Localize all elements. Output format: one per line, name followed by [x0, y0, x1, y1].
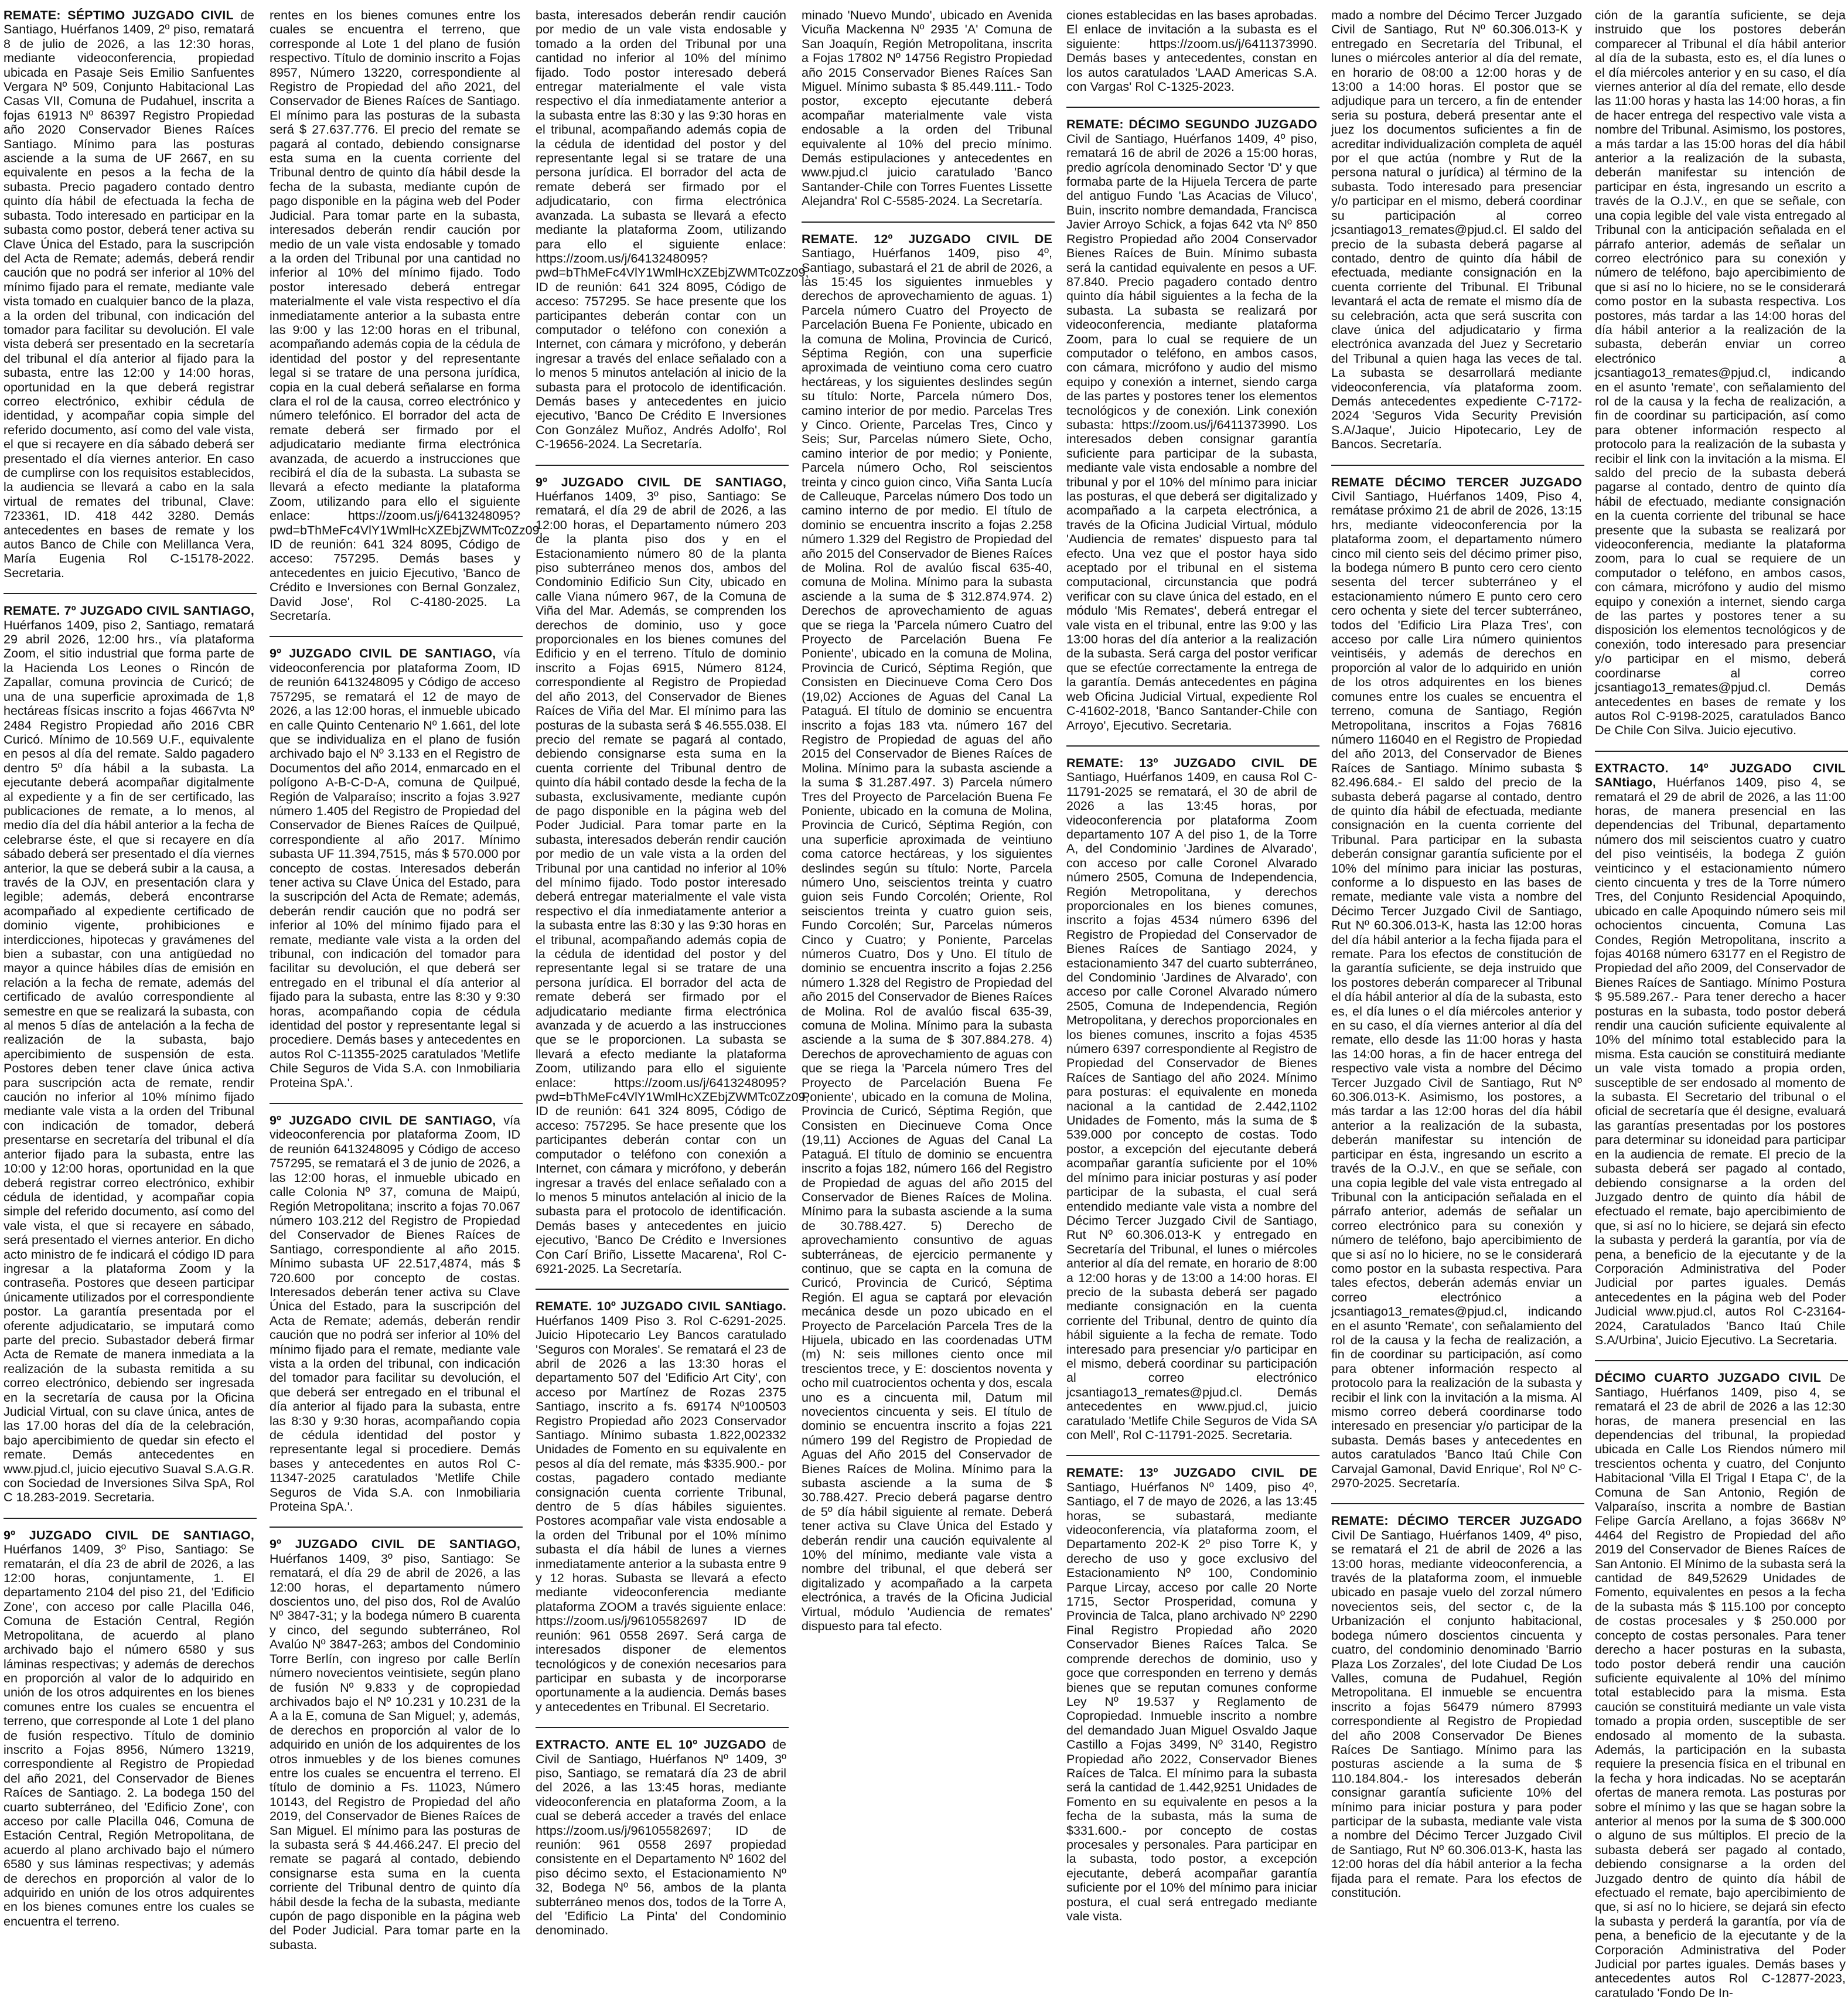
notice-divider	[1595, 1360, 1848, 1361]
notice-body: Santiago, Huérfanos 1409, piso 4º, Santiago, subastará el 21 de abril de 2026, a las 15:45 los siguientes inmuebles y derechos de aprovechamiento de aguas. 1) Parcela número Cuatro del Proyecto de Parcelación Buena Fe Poniente, ubicado en la comuna de Molina, Provincia de Curicó, Séptima Región, con una superficie aproximada de veintiuno coma cero cuatro hectáreas, y los siguientes deslindes según su título: Norte, Parcela número Dos, camino interior de por medio. Parcelas Tres y Cinco. Oriente, Parcelas Tres, Cinco y Seis; Sur, Parcelas número Siete, Ocho, camino interior de por medio; y Poniente, Parcela número Ocho, Rol seiscientos treinta y cinco guion cinco, Viña Santa Lucía de Calleuque, Parcelas número Dos todo un camino interno de por medio. El título de dominio se encuentra inscrito a fojas 2.258 número 1.329 del Registro de Propiedad del año 2015 del Conservador de Bienes Raíces de Molina. Rol de avalúo fiscal 635-40, comuna de Molina. Mínimo para la subasta asciende a la suma de $ 312.874.974. 2) Derechos de aprovechamiento de aguas que se riega la 'Parcela número Cuatro del Proyecto de Parcelación Buena Fe Poniente', ubicado en la comuna de Molina, Provincia de Curicó, Séptima Región, que Consisten en Diecinueve Coma Cero Dos (19,02) Acciones de Aguas del Canal La Pataguá. El título de dominio se encuentra inscrito a fojas 183 vta. número 167 del Registro de Propiedad de aguas del año 2015 del Conservador de Bienes Raíces de Molina. Mínimo para la subasta asciende a la suma $ 31.287.497. 3) Parcela número Tres del Proyecto de Parcelación Buena Fe Poniente, ubicado en la comuna de Molina, Provincia de Curicó, Séptima Región, con una superficie aproximada de veintiuno coma catorce hectáreas, y los siguientes deslindes según su título: Norte, Parcela número Uno, seiscientos treinta y cuatro guion seis Fundo Corcolén; Oriente, Rol seiscientos treinta y cuatro guion seis, Fundo Corcolén; Sur, Parcelas números Cinco y Cuatro; y Poniente, Parcelas números Cuatro, Dos y Uno. El título de dominio se encuentra inscrito a fojas 2.256 número 1.328 del Registro de Propiedad del año 2015 del Conservador de Bienes Raíces de Molina. Rol de avalúo fiscal 635-39, comuna de Molina. Mínimo para la subasta asciende a la suma de $ 307.884.278. 4) Derechos de aprovechamiento de aguas con que se riega la 'Parcela número Tres del Proyecto de Parcelación Buena Fe Poniente', ubicado en la comuna de Molina, Provincia de Curicó, Séptima Región, que Consisten en Diecinueve Coma Once (19,11) Acciones de Aguas del Canal La Pataguá. El título de dominio se encuentra inscrito a fojas 182, número 166 del Registro de Propiedad de aguas del año 2015 del Conservador de Bienes Raíces de Molina. Mínimo para la subasta asciende a la suma de 30.788.427. 5) Derecho de aprovechamiento consuntivo de aguas subterráneas, de ejercicio permanente y continuo, que se capta en la comuna de Curicó, Provincia de Curicó, Séptima Región. El agua se captará por elevación mecánica desde un pozo ubicado en el Proyecto de Parcelación Parcela Tres de la Hijuela, ubicado en las coordenadas UTM (m) N: seis millones ciento once mil trescientos trece, y E: doscientos noventa y ocho mil cuatrocientos ochenta y dos, escala uno es a cincuenta mil, Datum mil novecientos cincuenta y seis. El título de dominio se encuentra inscrito a fojas 221 número 199 del Registro de Propiedad de Aguas del Año 2015 del Conservador de Bienes Raíces de Molina. Mínimo para la subasta asciende a la suma de $ 30.788.427. Precio deberá pagarse dentro de 5º día hábil siguiente al remate. Deberá tener activa su Clave Única del Estado y deberán rendir una caución equivalente al 10% del mínimo, mediante vale vista a nombre del tribunal, el que deberá ser digitalizado y acompañado a la carpeta electrónica, a través de la Oficina Judicial Virtual, módulo 'Audiencia de remates' dispuesto para tal efecto.	[802, 246, 1052, 1634]
notice-heading: REMATE: DÉCIMO SEGUNDO JUZGADO	[1066, 117, 1317, 132]
notice-body: Huérfanos 1409 Piso 3. Rol C-6291-2025. Juicio Hipotecario Ley Bancos caratulado 'Seguros con Morales'. Se rematará el 23 de abril de 2026 a las 13:30 horas el departamento 507 del 'Edificio Art City', con acceso por Martínez de Rozas 2375 Santiago, inscrito a fs. 69174 Nº100503 Registro Propiedad año 2023 Conservador Santiago. Mínimo subasta 1.822,002332 Unidades de Fomento en su equivalente en pesos al día del remate, más $335.900.- por costas, pagadero contado mediante consignación cuenta corriente Tribunal, dentro de 5 días hábiles siguientes. Postores acompañar vale vista endosable a la orden del Tribunal por el 10% mínimo subasta el día hábil de lunes a viernes inmediatamente anterior a la subasta entre 9 y 12 horas. Subasta se llevará a efecto mediante videoconferencia mediante plataforma ZOOM a través siguiente enlace: https://zoom.us/j/96105582697 ID de reunión: 961 0558 2697. Será carga de interesados disponer de elementos tecnológicos y de conexión necesarios para participar en subasta y de incorporarse oportunamente a la audiencia. Demás bases y antecedentes en Tribunal. El Secretario.	[536, 1313, 786, 1714]
notice-heading: 9º JUZGADO CIVIL DE SANTIAGO,	[270, 646, 496, 661]
notice-body: Huérfanos 1409, piso 2, Santiago, rematará 29 abril 2026, 12:00 hrs., vía plataforma Zoom, el sitio industrial que forma parte de la Hacienda Los Leones o Rincón de Zapallar, comuna provincia de Curicó; de una de una superficie aproximada de 1,8 hectáreas físicas inscrito a fojas 4667vta Nº 2484 Registro Propiedad año 2016 CBR Curicó. Mínimo de 10.569 U.F., equivalente en pesos al día del remate. Saldo pagadero dentro 5º día hábil a la subasta. La ejecutante deberá acompañar digitalmente al expediente y a fin de ser certificado, las publicaciones de remate, a lo menos, al medio día del día hábil anterior a la fecha de celebrarse éste, el que si recayere en día sábado deberá ser presentado el día viernes anterior, la que se deberá subir a la causa, a través de la OJV, en presentación clara y legible; además, deberá encontrarse acompañado al expediente certificado de dominio vigente, prohibiciones e interdicciones, hipotecas y gravámenes del bien a subastar, con una antigüedad no mayor a quince hábiles días de emisión en relación a la fecha de remate, además del certificado de avalúo correspondiente al semestre en que se realizará la subasta, con al menos 5 días de antelación a la fecha de realización de la subasta, bajo apercibimiento de suspensión de esta. Postores deben tener clave única activa para suscripción acta de remate, rendir caución no inferior al 10% mínimo fijado mediante vale vista a la orden del Tribunal con indicación de tomador, deberá presentarse en secretaría del tribunal el día anterior fijado para la subasta, entre las 10:00 y 12:00 horas, oportunidad en la que deberá registrar correo electrónico, exhibir cédula de identidad, y acompañar copia simple del referido documento, así como del vale vista, el que si recayere en sábado, será presentado el viernes anterior. En dicho acto ministro de fe indicará el código ID para ingresar a la plataforma Zoom y la contraseña. Postores que deseen participar únicamente utilizados por el correspondiente postor. La garantía presentada por el oferente adjudicatario, se imputará como parte del precio. Subastador deberá firmar Acta de Remate de manera inmediata a la realización de la subasta remitida a su correo electrónico, debiendo ser ingresada en la secretaría de causa por la Oficina Judicial Virtual, con su clave única, antes de las 17.00 horas del día de la celebración, bajo apercibimiento de quedar sin efecto el remate. Demás antecedentes en www.pjud.cl, juicio ejecutivo Suaval S.A.G.R. con Sociedad de Inversiones Silva SpA, Rol C 18.283-2019. Secretaria.	[4, 618, 254, 1505]
legal-notice	[1331, 1514, 1584, 1900]
legal-notice	[270, 8, 543, 623]
notice-column-7	[1595, 8, 1848, 2000]
legal-notice	[1595, 8, 1848, 738]
notice-heading: REMATE. 7º JUZGADO CIVIL SANTIAGO,	[4, 604, 254, 618]
notice-body: Huérfanos 1409, piso 4, se rematará el 29 de abril de 2026, a las 11:00 horas, de manera presencial en las dependencias del Tribunal, departamento número dos mil seiscientos cuatro y cuatro del piso veintiséis, la bodega Z guión veinticinco y el estacionamiento número ciento cincuenta y tres de la Torre número Tres, del Conjunto Residencial Apoquindo, ubicado en calle Apoquindo número seis mil ochocientos cincuenta, Comuna Las Condes, Región Metropolitana, inscrito a fojas 40168 número 63177 en el Registro de Propiedad del año 2009, del Conservador de Bienes Raíces de Santiago. Mínimo Postura $ 95.589.267.- Para tener derecho a hacer posturas en la subasta, todo postor deberá rendir una caución suficiente equivalente al 10% del mínimo total establecido para la misma. Esta caución se constituirá mediante un vale vista tomado a propia orden, susceptible de ser endosado al momento de la subasta. El Secretario del tribunal o el oficial de secretaría que él designe, evaluará las garantías presentadas por los postores para determinar su idoneidad para participar en la audiencia de remate. El precio de la subasta deberá ser pagado al contado, debiendo consignarse a la orden del Juzgado dentro de quinto día hábil de efectuado el remate, bajo apercibimiento de que, si así no lo hiciere, se dejará sin efecto la subasta y perderá la garantía, por vía de pena, a beneficio de la ejecutante y de la Corporación Administrativa del Poder Judicial por partes iguales. Demás antecedentes en la página web del Poder Judicial www.pjud.cl, autos Rol C-23164-2024, Caratulados 'Banco Itaú Chile S.A/Urbina', Juicio Ejecutivo. La Secretaria.	[1595, 775, 1846, 1347]
notice-body: ciones establecidas en las bases aprobadas. El enlace de invitación a la subasta es el siguiente: https://zoom.us/j/6411373990. Demás bases y antecedentes, constan en los autos caratulados 'LAAD Americas S.A. con Vargas' Rol C-1325-2023.	[1066, 8, 1317, 94]
notice-heading: REMATE: 13º JUZGADO CIVIL DE	[1066, 1466, 1317, 1480]
notice-divider	[536, 1289, 789, 1290]
notice-divider	[1595, 751, 1848, 752]
notice-body: Santiago, Huérfanos Nº 1409, piso 4º, Santiago, el 7 de mayo de 2026, a las 13:45 horas, se subastará, mediante videoconferencia, vía plataforma zoom, el Departamento 202-K 2º piso Torre K, y derecho de uso y goce exclusivo del Estacionamiento Nº 100, Condominio Parque Lircay, acceso por calle 20 Norte 1715, Sector Prosperidad, comuna y Provincia de Talca, plano archivado Nº 2290 Final Registro Propiedad año 2020 Conservador Bienes Raíces Talca. Se comprende derechos de dominio, uso y goce que corresponden en terreno y demás bienes que se reputan comunes conforme Ley Nº 19.537 y Reglamento de Copropiedad. Inmueble inscrito a nombre del demandado Juan Miguel Osvaldo Jaque Castillo a Fojas 3499, Nº 3140, Registro Propiedad año 2022, Conservador Bienes Raíces de Talca. El mínimo para la subasta será la cantidad de 1.442,9251 Unidades de Fomento en su equivalente en pesos a la fecha de la subasta, más la suma de $331.600.- por concepto de costas procesales y personales. Para participar en la subasta, todo postor, a excepción ejecutante, deberá acompañar garantía suficiente por el 10% del mínimo para iniciar postura, el cual será entregado mediante vale vista.	[1066, 1480, 1317, 1923]
legal-notice	[1331, 475, 1584, 1491]
notice-column-1	[4, 8, 257, 1951]
notice-divider	[1331, 1503, 1584, 1504]
notice-divider	[1066, 745, 1319, 747]
notice-heading: EXTRACTO. ANTE EL 10º JUZGADO	[536, 1737, 766, 1752]
notice-divider	[536, 1727, 789, 1728]
notice-heading: 9º JUZGADO CIVIL DE SANTIAGO,	[270, 1537, 520, 1552]
legal-notice	[1595, 761, 1848, 1348]
legal-notice	[270, 646, 523, 1090]
notice-body: Huérfanos 1409, 3º piso, Santiago: Se rematará, el día 29 de abril de 2026, a las 12:00 horas, el departamento número doscientos uno, del piso dos, Rol de Avalúo Nº 3847-31; y la bodega número B cuarenta y cinco, del segundo subterráneo, Rol Avalúo Nº 3847-263; ambos del Condominio Torre Berlín, con ingreso por calle Berlín número novecientos veintisiete, según plano de fusión Nº 9.833 y de copropiedad archivados bajo el Nº 10.231 y 10.231 de la A a la E, comuna de San Miguel; y, además, de derechos en proporción al valor de lo adquirido en unión de los adquirentes de los otros inmuebles y de los bienes comunes entre los cuales se encuentra el terreno. El título de dominio a Fs. 11023, Número 10143, del Registro de Propiedad del año 2019, del Conservador de Bienes Raíces de San Miguel. El mínimo para las posturas de la subasta será $ 44.466.247. El precio del remate se pagará al contado, debiendo consignarse esta suma en la cuenta corriente del Tribunal dentro de quinto día hábil desde la fecha de la subasta, mediante cupón de pago disponible en la página web del Poder Judicial. Para tomar parte en la subasta.	[270, 1551, 520, 1952]
notice-body: Santiago, Huérfanos 1409, en causa Rol C-11791-2025 se rematará, el 30 de abril de 2026 a las 13:45 horas, por videoconferencia por plataforma Zoom departamento 107 A del piso 1, de la Torre A, del Condominio 'Jardines de Alvarado', con acceso por calle Coronel Alvarado número 2505, Comuna de Independencia, Región Metropolitana, y derechos proporcionales en los bienes comunes, inscrito a fojas 4534 número 6396 del Registro de Propiedad del Conservador de Bienes Raíces de Santiago 2024, y estacionamiento 347 del cuarto subterráneo, del Condominio 'Jardines de Alvarado', con acceso por calle Coronel Alvarado número 2505, Comuna de Independencia, Región Metropolitana, y derechos proporcionales en los bienes comunes, inscrito a fojas 4535 número 6397 correspondiente al Registro de Propiedad del Conservador de Bienes Raíces de Santiago del año 2024. Mínimo para posturas: el equivalente en moneda nacional a la cantidad de 2.442,1102 Unidades de Fomento, más la suma de $ 539.000 por concepto de costas. Todo postor, a excepción del ejecutante deberá acompañar garantía suficiente por el 10% del mínimo para iniciar posturas y así poder participar de la subasta, el cual será entendido mediante vale vista a nombre del Décimo Tercer Juzgado Civil de Santiago, Rut Nº 60.306.013-K y entregado en Secretaría del Tribunal, el lunes o miércoles anterior al día del remate, en horario de 8:00 a 12:00 horas y de 13:00 a 14:00 horas. El precio de la subasta deberá ser pagado mediante consignación en la cuenta corriente del Tribunal, dentro de quinto día hábil siguiente a la fecha de remate. Todo interesado para presenciar y/o participar en el mismo, deberá coordinar su participación al correo electrónico jcsantiago13_remates@pjud.cl. Demás antecedentes en www.pjud.cl, juicio caratulado 'Metlife Chile Seguros de Vida SA con Mell', Rol C-11791-2025. Secretaria.	[1066, 770, 1317, 1442]
notice-body: Civil De Santiago, Huérfanos 1409, 4º piso, se rematará el 21 de abril de 2026 a las 13:00 horas, mediante videoconferencia, a través de la plataforma zoom, el inmueble ubicado en pasaje vuelo del zorzal número novecientos seis, del sector c, de la Urbanización el conjunto habitacional, bodega número doscientos cincuenta y cuatro, del condominio denominado 'Barrio Plaza Los Zorzales', del lote Ciudad De Los Valles, comuna de Pudahuel, Región Metropolitana. El inmueble se encuentra inscrito a fojas 56479 número 87993 correspondiente al Registro de Propiedad del año 2008 Conservador De Bienes Raíces De Santiago. Mínimo para las posturas asciende a la suma de $ 110.184.804.- los interesados deberán consignar garantía suficiente 10% del mínimo para iniciar postura y para poder participar de la subasta, mediante vale vista a nombre del Décimo Tercer Juzgado Civil de Santiago, Rut Nº 60.306.013-K, hasta las 12:00 horas del día hábil anterior a la fecha fijada para el remate. Para los efectos de constitución.	[1331, 1528, 1582, 1900]
legal-notice	[270, 1537, 523, 1952]
notice-heading: 9º JUZGADO CIVIL DE SANTIAGO,	[270, 1113, 496, 1128]
notice-divider	[270, 1103, 523, 1104]
notice-body: Huérfanos 1409, 3º Piso, Santiago: Se rematarán, el día 23 de abril de 2026, a las 12:00 horas, conjuntamente, 1. El departamento 2104 del piso 21, del 'Edificio Zone', con acceso por calle Placilla 046, Comuna de Estación Central, Región Metropolitana, de acuerdo al plano archivado bajo el número 6580 y sus láminas respectivas; y además de derechos en proporción al valor de lo adquirido en unión de los otros adquirentes en los bienes comunes entre los cuales se encuentra el terreno, que corresponde al Lote 1 del plano de fusión respectivo. Título de dominio inscrito a Fojas 8956, Número 13219, correspondiente al Registro de Propiedad del año 2021, del Conservador de Bienes Raíces de Santiago. 2. La bodega 150 del cuarto subterráneo, del 'Edificio Zone', con acceso por calle Placilla 046, Comuna de Estación Central, Región Metropolitana, de acuerdo al plano archivado bajo el número 6580 y sus láminas respectivas; y además de derechos en proporción al valor de lo adquirido en unión de los otros adquirentes en los bienes comunes entre los cuales se encuentra el terreno.	[4, 1542, 254, 1929]
notice-body: de Santiago, Huérfanos 1409, 2º piso, rematará 8 de julio de 2026, a las 12:30 horas, mediante videoconferencia, propiedad ubicada en Pasaje Seis Emilio Sanfuentes Vergara Nº 509, Conjunto Habitacional Las Casas VII, Comuna de Pudahuel, inscrita a fojas 61913 Nº 86397 Registro Propiedad año 2020 Conservador Bienes Raíces Santiago. Mínimo para las posturas asciende a la suma de UF 2667, en su equivalente en pesos a la fecha de la subasta. Precio pagadero contado dentro quinto día hábil de efectuada la fecha de subasta. Todo interesado en participar en la subasta como postor, deberá tener activa su Clave Única del Estado, para la suscripción del Acta de Remate; además, deberá rendir caución que no podrá ser inferior al 10% del mínimo fijado para el remate, mediante vale vista tomado en cualquier banco de la plaza, a la orden del tribunal, con indicación del tomador para facilitar su devolución. El vale vista deberá ser presentado en la secretaría del tribunal el día anterior al fijado para la subasta, entre las 12:00 y 14:00 horas, oportunidad en la que deberá registrar correo electrónico, exhibir cédula de identidad, y acompañar copia simple del referido documento, así como del vale vista, el que si recayere en día sábado deberá ser presentado el día viernes anterior. En caso de cumplirse con los requisitos establecidos, la audiencia se llevará a cabo en la sala virtual de remates del tribunal, Clave: 723361, ID. 418 442 3280. Demás antecedentes en bases de remate y los autos Banco de Chile con Melillanca Vera, María Eugenia Rol C-15178-2022. Secretaria.	[4, 8, 254, 580]
notice-divider	[270, 1527, 523, 1528]
notice-divider	[802, 222, 1055, 223]
legal-notice	[802, 8, 1055, 209]
notice-heading: EXTRACTO. 14º JUZGADO CIVIL SANtiago,	[1595, 761, 1846, 790]
legal-notice	[4, 8, 257, 580]
notice-divider	[1331, 465, 1584, 466]
notice-column-2	[270, 8, 543, 1952]
legal-notice	[1331, 8, 1584, 452]
notice-body: mado a nombre del Décimo Tercer Juzgado Civil de Santiago, Rut Nº 60.306.013-K y entregado en Secretaría del Tribunal, el lunes o miércoles anterior al día del remate, en horario de 08:00 a 12:00 horas y de 13:00 a 14:00 horas. El postor que se adjudique para un tercero, a fin de entender seria su postura, deberá presentar ante el juez los documentos suficientes a fin de acreditar individualización completa de aquél por el que actúa (nombre y Rut de la persona natural o jurídica) al término de la subasta. Todo interesado para presenciar y/o participar en el mismo, deberá coordinar su participación al correo jcsantiago13_remates@pjud.cl. El saldo del precio de la subasta deberá pagarse al contado, dentro de quinto día hábil de efectuada, mediante consignación en la cuenta corriente del Tribunal. El Tribunal levantará el acta de remate el mismo día de su celebración, acta que será suscrita con clave única del adjudicatario y firma electrónica avanzada del Juez y Secretario del Tribunal a quien haga las veces de tal. La subasta se desarrollará mediante videoconferencia, vía plataforma zoom. Demás antecedentes expediente C-7172-2024 'Seguros Vida Security Previsión S.A/Jaque', Juicio Hipotecario, Ley de Bancos. Secretaría.	[1331, 8, 1582, 452]
notice-body: ción de la garantía suficiente, se deja instruido que los postores deberán comparecer al Tribunal el día hábil anterior al día de la subasta, esto es, el día lunes o el día miércoles anterior y en su caso, el día viernes anterior al día del remate, ello desde las 11:00 horas y hasta las 14:00 horas, a fin de hacer entrega del respectivo vale vista a nombre del Tribunal. Asimismo, los postores, a más tardar a las 15:00 horas del día hábil anterior a la realización de la subasta, deberán manifestar su intención de participar en ésta, ingresando un escrito a través de la O.J.V., en que se señale, con una copia legible del vale vista entregado al Tribunal con la anticipación señalada en el párrafo anterior, además de señalar un correo electrónico para su conexión y número de teléfono, bajo apercibimiento de que si así no lo hiciere, no se le considerará como postor en la subasta respectiva. Los postores, más tardar a las 14:00 horas del día hábil anterior a la realización de la subasta, deberán enviar un correo electrónico a jcsantiago13_remates@pjud.cl, indicando en el asunto 'remate', con señalamiento del rol de la causa y la fecha de realización, a fin de coordinar su participación, así como para obtener información respecto al protocolo para la realización de la subasta y recibir el link con la invitación a la misma. El saldo del precio de la subasta deberá pagarse al contado, dentro de quinto día hábil de efectuado, mediante consignación en la cuenta corriente del tribunal se hace presente que la subasta se realizará por videoconferencia, mediante la plataforma zoom, para lo cual se requiere de un computador o teléfono, en ambos casos, con cámara, micrófono y audio del mismo equipo y conexión a internet, siendo carga de las partes y postores tener a su disposición los elementos tecnológicos y de conexión, todo interesado para presenciar y/o participar en el mismo, deberá coordinarse al correo jcsantiago13_remates@pjud.cl. Demás antecedentes en bases de remate y los autos Rol C-9198-2025, caratulados Banco De Chile Con Silva. Juicio ejecutivo.	[1595, 8, 1846, 738]
notice-body: minado 'Nuevo Mundo', ubicado en Avenida Vicuña Mackenna Nº 2935 'A' Comuna de San Joaquín, Región Metropolitana, inscrita a Fojas 17802 Nº 14756 Registro Propiedad año 2015 Conservador Bienes Raíces San Miguel. Mínimo subasta $ 85.449.111.- Todo postor, excepto ejecutante deberá acompañar materialmente vale vista endosable a la orden del Tribunal equivalente al 10% del precio mínimo. Demás estipulaciones y antecedentes en www.pjud.cl juicio caratulado 'Banco Santander-Chile con Torres Fuentes Lissette Alejandra' Rol C-5585-2024. La Secretaría.	[802, 8, 1052, 209]
notice-body: basta, interesados deberán rendir caución por medio de un vale vista endosable y tomado a la orden del Tribunal por una cantidad no inferior al 10% del mínimo fijado. Todo postor interesado deberá entregar materialmente el vale vista respectivo el día inmediatamente anterior a la subasta entre las 8:30 y las 9:30 horas en el tribunal, acompañando además copia de la cédula de identidad del postor y del representante legal si se tratare de una persona jurídica. El borrador del acta de remate deberá ser firmado por el adjudicatario, con firma electrónica avanzada. La subasta se llevará a efecto mediante la plataforma Zoom, utilizando para ello el siguiente enlace: https://zoom.us/j/6413248095?pwd=bThMeFc4VlY1WmlHcXZEbjZWMTc0Zz09, ID de reunión: 641 324 8095, Código de acceso: 757295. Se hace presente que los participantes deberán contar con un computador o teléfono con conexión a Internet, con cámara y micrófono, y deberán ingresar a través del enlace señalado con a lo menos 5 minutos antelación al inicio de la subasta para el protocolo de identificación. Demás bases y antecedentes en juicio ejecutivo, 'Banco De Crédito E Inversiones Con González Muñoz, Andrés Adolfo', Rol C-19656-2024. La Secretaría.	[536, 8, 809, 452]
legal-notice	[802, 232, 1055, 1634]
notice-divider	[536, 465, 789, 466]
legal-notice	[536, 8, 809, 452]
notice-body: vía videoconferencia por plataforma Zoom, ID de reunión 6413248095 y Código de acceso 757295, se rematará el 12 de mayo de 2026, a las 12:00 horas, el inmueble ubicado en calle Quinto Centenario Nº 1.661, del lote que se individualiza en el plano de fusión archivado bajo el Nº 3.133 en el Registro de Documentos del año 2014, enmarcado en el polígono A-B-C-D-A, comuna de Quilpué, Región de Valparaíso; inscrito a fojas 3.927 número 1.405 del Registro de Propiedad del Conservador de Bienes Raíces de Quilpué, correspondiente al año 2017. Mínimo subasta UF 11.394,7515, más $ 570.000 por concepto de costas. Interesados deberán tener activa su Clave Única del Estado, para la suscripción del Acta de Remate; además, deberán rendir caución que no podrá ser inferior al 10% del mínimo fijado para el remate, mediante vale vista a la orden del tribunal, con indicación del tomador para facilitar su devolución, el que deberá ser entregado en el tribunal el día anterior al fijado para la subasta, entre las 8:30 y 9:30 horas, acompañando copia de cédula identidad del postor y representante legal si procediere. Demás bases y antecedentes en autos Rol C-11355-2025 caratulados 'Metlife Chile Seguros de Vida S.A. con Inmobiliaria Proteina SpA.'.	[270, 646, 520, 1090]
notice-heading: REMATE. 10º JUZGADO CIVIL SANtiago.	[536, 1299, 786, 1314]
notice-heading: REMATE: DÉCIMO TERCER JUZGADO	[1331, 1514, 1582, 1528]
notice-body: Civil de Santiago, Huérfanos 1409, 4º piso, rematará 16 de abril de 2026 a 15:00 horas, predio agrícola denominado Sector 'D' y que formaba parte de la Hijuela Tercera de parte del antiguo Fundo 'Las Acacias de Viluco', Buin, inscrito nombre demandada, Francisca Javier Arroyo Schick, a fojas 642 vta Nº 850 Registro Propiedad año 2004 Conservador Bienes Raíces de Buin. Mínimo subasta será la cantidad equivalente en pesos a UF. 87.840. Precio pagadero contado dentro quinto día hábil siguientes a la fecha de la subasta. La subasta se realizará por videoconferencia, mediante plataforma Zoom, para lo cual se requiere de un computador o teléfono, en ambos casos, con cámara, micrófono y audio del mismo equipo y conexión a internet, siendo carga de las partes y postores tener los elementos tecnológicos y de conexión. Link conexión subasta: https://zoom.us/j/6411373990. Los interesados deben consignar garantía suficiente para participar de la subasta, mediante vale vista endosable a nombre del tribunal y por el 10% del mínimo para iniciar las posturas, el que deberá ser digitalizado y acompañado a la carpeta electrónica, a través de la Oficina Judicial Virtual, módulo 'Audiencia de remates' dispuesto para tal efecto. Una vez que el postor haya sido aceptado por el tribunal en el sistema computacional, circunstancia que podrá verificar con su clave única del estado, en el módulo 'Mis Remates', deberá entregar el vale vista en el tribunal, entre las 9:00 y las 13:00 horas del día anterior a la realización de la subasta. Será carga del postor verificar que se efectúe correctamente la entrega de la garantía. Demás antecedentes en página web Oficina Judicial Virtual, expediente Rol C-41602-2018, 'Banco Santander-Chile con Arroyo', Ejecutivo. Secretaria.	[1066, 131, 1317, 732]
notice-column-6	[1331, 8, 1584, 1951]
notice-body: vía videoconferencia por plataforma Zoom, ID de reunión 6413248095 y Código de acceso 757295, se rematará el 3 de junio de 2026, a las 12:00 horas, el inmueble ubicado en calle Colonia Nº 37, comuna de Maipú, Región Metropolitana; inscrito a fojas 70.067 número 103.212 del Registro de Propiedad del Conservador de Bienes Raíces de Santiago, correspondiente al año 2015. Mínimo subasta UF 22.517,4874, más $ 720.600 por concepto de costas. Interesados deberán tener activa su Clave Única del Estado, para la suscripción del Acta de Remate; además, deberán rendir caución que no podrá ser inferior al 10% del mínimo fijado para el remate, mediante vale vista a la orden del tribunal, con indicación del tomador para facilitar su devolución, el que deberá ser entregado en el tribunal el día anterior al fijado para la subasta, entre las 8:30 y 9:30 horas, acompañando copia de cédula identidad del postor y representante legal si procediere. Demás bases y antecedentes en autos Rol C-11347-2025 caratulados 'Metlife Chile Seguros de Vida S.A. con Inmobiliaria Proteina SpA.'.	[270, 1113, 520, 1514]
notice-body: Civil Santiago, Huérfanos 1409, Piso 4, remátase próximo 21 de abril de 2026, 13:15 hrs, mediante videoconferencia por la plataforma zoom, el departamento número cinco mil ciento seis del décimo primer piso, la bodega número B punto cero cero ciento sesenta del tercer subterráneo y el estacionamiento número E punto cero cero cero ochenta y siete del tercer subterráneo, todos del 'Edificio Lira Plaza Tres', con acceso por calle Lira número quinientos veintiséis, y además de derechos en proporción al valor de lo adquirido en unión de los otros adquirentes en los bienes comunes entre los cuales se encuentra el terreno, comuna de Santiago, Región Metropolitana, inscritos a Fojas 76816 número 116040 en el Registro de Propiedad del año 2013, del Conservador de Bienes Raíces de Santiago. Mínimo subasta $ 82.496.684.- El saldo del precio de la subasta deberá pagarse al contado, dentro de quinto día hábil de efectuada, mediante consignación en la cuenta corriente del Tribunal. Para participar en la subasta deberán consignar garantía suficiente por el 10% del mínimo para iniciar las posturas, conforme a lo dispuesto en las bases de remate, mediante vale vista a nombre del Décimo Tercer Juzgado Civil de Santiago, Rut Nº 60.306.013-K, hasta las 12:00 horas del día hábil anterior a la fecha fijada para el remate. Para los efectos de constitución de la garantía suficiente, se deja instruido que los postores deberán comparecer al Tribunal el día hábil anterior al día de la subasta, esto es, el día lunes o el día miércoles anterior y en su caso, el día viernes anterior al día del remate, ello desde las 11:00 horas y hasta las 14:00 horas, a fin de hacer entrega del respectivo vale vista a nombre del Décimo Tercer Juzgado Civil de Santiago, Rut Nº 60.306.013-K. Asimismo, los postores, a más tardar a las 12:00 horas del día hábil anterior a la realización de la subasta, deberán manifestar su intención de participar en ésta, ingresando un escrito a través de la O.J.V., en que se señale, con una copia legible del vale vista entregado al Tribunal con la anticipación señalada en el párrafo anterior, además de señalar un correo electrónico para su conexión y número de teléfono, bajo apercibimiento de que si así no lo hiciere, no se le considerará como postor en la subasta respectiva. Para tales efectos, deberán además enviar un correo electrónico a jcsantiago13_remates@pjud.cl, indicando en el asunto 'Remate', con señalamiento del rol de la causa y la fecha de realización, a fin de coordinar su participación, así como para obtener información respecto al protocolo para la realización de la subasta y recibir el link con la invitación a la misma. Al mismo correo deberá coordinarse todo interesado en presenciar y/o participar de la subasta. Demás bases y antecedentes en autos caratulados 'Banco Itaú Chile Con Carvajal Gamonal, David Enrique', Rol Nº C-2970-2025. Secretaría.	[1331, 489, 1582, 1491]
notice-divider	[4, 593, 257, 594]
notice-divider	[1066, 1455, 1319, 1456]
notice-heading: DÉCIMO CUARTO JUZGADO CIVIL	[1595, 1371, 1822, 1385]
legal-notice	[1066, 117, 1319, 732]
legal-notice	[4, 604, 257, 1505]
notice-body: De Santiago, Huérfanos 1409, piso 4, se rematará el 23 de abril de 2026 a las 12:30 horas, de manera presencial en las dependencias del tribunal, la propiedad ubicada en Calle Los Riendos número mil trescientos ochenta y cuatro, del Conjunto Habitacional 'Villa El Trigal I Etapa C', de la Comuna de San Antonio, Región de Valparaíso, inscrita a nombre de Bastian Felipe García Arellano, a fojas 3668v Nº 4464 del Registro de Propiedad del año 2019 del Conservador de Bienes Raíces de San Antonio. El Mínimo de la subasta será la cantidad de 849,52629 Unidades de Fomento, equivalentes en pesos a la fecha de la subasta más $ 115.100 por concepto de costas procesales y $ 250.000 por concepto de costas personales. Para tener derecho a hacer posturas en la subasta, todo postor deberá rendir una caución suficiente equivalente al 10% del mínimo total establecido para la misma. Esta caución se constituirá mediante un vale vista tomado a propia orden, susceptible de ser endosado al momento de la subasta. Además, la participación en la subasta requiere la presencia física en el tribunal en la fecha y hora indicadas. No se aceptarán ofertas de manera remota. Las posturas por sobre el mínimo y las que se hagan sobre la anterior al menos por la suma de $ 300.000 o alguno de sus múltiplos. El precio de la subasta deberá ser pagado al contado, debiendo consignarse a la orden del Juzgado dentro de quinto día hábil de efectuado el remate, bajo apercibimiento de que, si así no lo hiciere, se dejará sin efecto la subasta y perderá la garantía, por vía de pena, a beneficio de la ejecutante y de la Corporación Administrativa del Poder Judicial por partes iguales. Demás bases y antecedentes autos Rol C-12877-2023, caratulado 'Fondo De In-	[1595, 1371, 1846, 2000]
notice-body: Huérfanos 1409, 3º piso, Santiago: Se rematará, el día 29 de abril de 2026, a las 12:00 horas, el Departamento número 203 de la planta piso dos y en el Estacionamiento número 80 de la planta piso subterráneo menos dos, ambos del Condominio Edificio Sun City, ubicado en calle Viana número 967, de la Comuna de Viña del Mar. Además, se comprenden los derechos de dominio, uso y goce proporcionales en los bienes comunes del Edificio y en el terreno. Título de dominio inscrito a Fojas 6915, Número 8124, correspondiente al Registro de Propiedad del año 2013, del Conservador de Bienes Raíces de Viña del Mar. El mínimo para las posturas de la subasta será $ 46.555.038. El precio del remate se pagará al contado, debiendo consignarse esta suma en la cuenta corriente del Tribunal dentro de quinto día hábil contado desde la fecha de la subasta, exclusivamente, mediante cupón de pago disponible en la página web del Poder Judicial. Para tomar parte en la subasta, interesados deberán rendir caución por medio de un vale vista a la orden del Tribunal por una cantidad no inferior al 10% del mínimo fijado. Todo postor interesado deberá entregar materialmente el vale vista respectivo el día inmediatamente anterior a la subasta entre las 8:30 y las 9:30 horas en el tribunal, acompañando además copia de la cédula de identidad del postor y del representante legal si se tratare de una persona jurídica. El borrador del acta de remate deberá ser firmado por el adjudicatario mediante firma electrónica avanzada y de acuerdo a las instrucciones que se le proporcionen. La subasta se llevará a efecto mediante la plataforma Zoom, utilizando para ello el siguiente enlace: https://zoom.us/j/6413248095?pwd=bThMeFc4VlY1WmlHcXZEbjZWMTc0Zz09, ID de reunión: 641 324 8095, Código de acceso: 757295. Se hace presente que los participantes deberán contar con un computador o teléfono con conexión a Internet, con cámara y micrófono, y deberán ingresar a través del enlace señalado con a lo menos 5 minutos antelación al inicio de la subasta para el protocolo de identificación. Demás bases y antecedentes en juicio ejecutivo, 'Banco De Crédito e Inversiones Con Carí Briño, Lissette Macarena', Rol C-6921-2025. La Secretaría.	[536, 489, 809, 1276]
legal-notice	[536, 1737, 789, 1938]
notice-divider	[1066, 107, 1319, 108]
legal-notice	[4, 1528, 257, 1929]
legal-notice	[1066, 8, 1319, 94]
notice-heading: REMATE: SÉPTIMO JUZGADO CIVIL	[4, 8, 234, 22]
legal-notice	[536, 1299, 789, 1714]
notice-heading: REMATE: 13º JUZGADO CIVIL DE	[1066, 755, 1317, 770]
legal-notice	[536, 475, 809, 1276]
notice-heading: REMATE. 12º JUZGADO CIVIL DE	[802, 231, 1052, 246]
notice-heading: REMATE DÉCIMO TERCER JUZGADO	[1331, 475, 1582, 489]
notice-column-4	[802, 8, 1055, 1951]
legal-notice	[270, 1113, 523, 1514]
notice-heading: 9º JUZGADO CIVIL DE SANTIAGO,	[4, 1528, 254, 1542]
notice-divider	[4, 1518, 257, 1519]
legal-notice	[1066, 756, 1319, 1443]
legal-notice	[1595, 1371, 1848, 2000]
legal-notice	[1066, 1466, 1319, 1923]
notice-body: rentes en los bienes comunes entre los cuales se encuentra el terreno, que corresponde al Lote 1 del plano de fusión respectivo. Título de dominio inscrito a Fojas 8957, Número 13220, correspondiente al Registro de Propiedad del año 2021, del Conservador de Bienes Raíces de Santiago. El mínimo para las posturas de la subasta será $ 27.637.776. El precio del remate se pagará al contado, debiendo consignarse esta suma en la cuenta corriente del Tribunal dentro de quinto día hábil desde la fecha de la subasta, mediante cupón de pago disponible en la página web del Poder Judicial. Para tomar parte en la subasta, interesados deberán rendir caución por medio de un vale vista endosable y tomado a la orden del Tribunal por una cantidad no inferior al 10% del mínimo fijado. Todo postor interesado deberá entregar materialmente el vale vista respectivo el día inmediatamente anterior a la subasta entre las 9:00 y las 12:00 horas en el tribunal, acompañando además copia de la cédula de identidad del postor y del representante legal si se tratare de una persona jurídica, copia en la cual deberá señalarse en forma clara el rol de la causa, correo electrónico y número telefónico. El borrador del acta de remate deberá ser firmado por el adjudicatario mediante firma electrónica avanzada, de acuerdo a instrucciones que recibirá el día de la subasta. La subasta se llevará a efecto mediante la plataforma Zoom, utilizando para ello el siguiente enlace: https://zoom.us/j/6413248095?pwd=bThMeFc4VlY1WmlHcXZEbjZWMTc0Zz09, ID de reunión: 641 324 8095, Código de acceso: 757295. Demás bases y antecedentes en juicio Ejecutivo, 'Banco de Crédito e Inversiones con Bernal Gonzalez, David Jose', Rol C-4180-2025. La Secretaría.	[270, 8, 543, 623]
notice-column-3	[536, 8, 809, 1951]
notice-divider	[270, 636, 523, 637]
notice-body: de Civil de Santiago, Huérfanos Nº 1409, 3º piso, Santiago, se rematará día 23 de abril del 2026, a las 13:45 horas, mediante videoconferencia en plataforma Zoom, a la cual se deberá acceder a través del enlace https://zoom.us/j/96105582697; ID de reunión: 961 0558 2697 propiedad consistente en el Departamento Nº 1602 del piso décimo sexto, el Estacionamiento Nº 32, Bodega Nº 56, ambos de la planta subterráneo menos dos, todos de la Torre A, del 'Edificio La Pinta' del Condominio denominado.	[536, 1737, 786, 1938]
notice-heading: 9º JUZGADO CIVIL DE SANTIAGO,	[536, 475, 786, 489]
notice-column-5	[1066, 8, 1319, 1951]
